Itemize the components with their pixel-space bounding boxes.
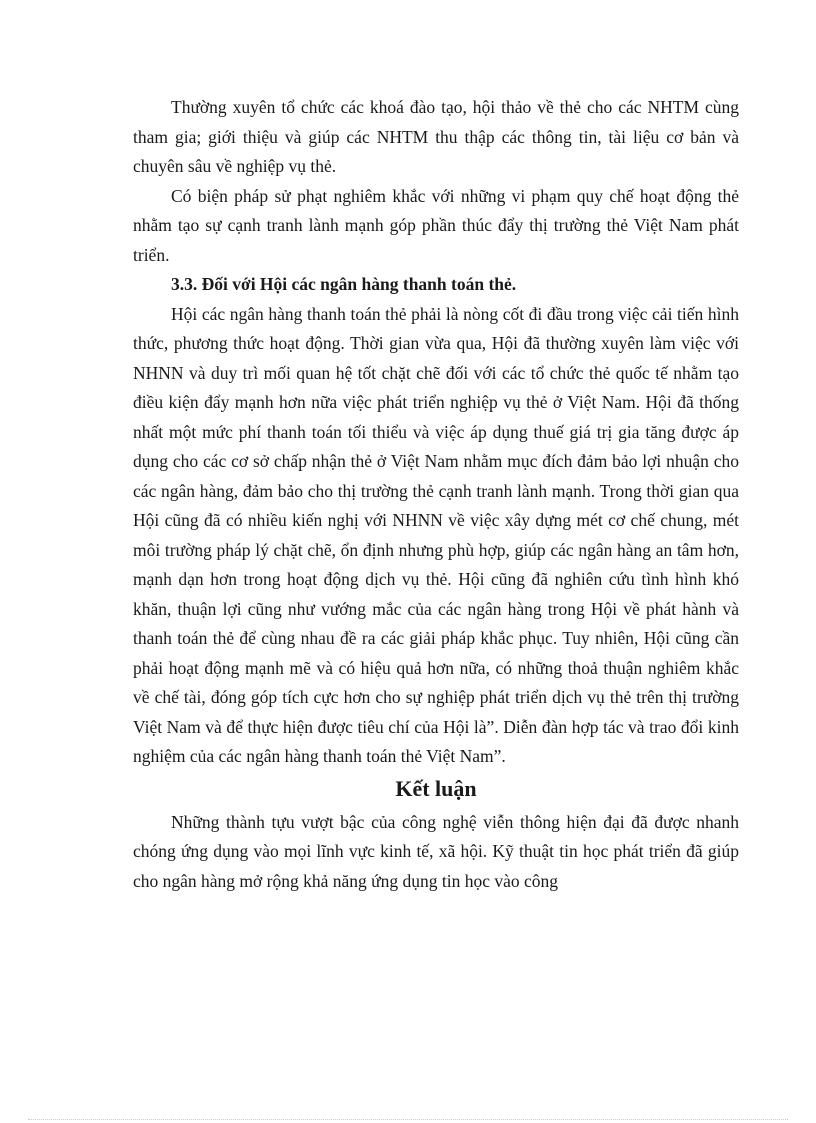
footer-divider: [28, 1119, 788, 1120]
subsection-heading: 3.3. Đối với Hội các ngân hàng thanh toán thẻ.: [171, 274, 517, 294]
paragraph-penalties: Có biện pháp sử phạt nghiêm khắc với những vi phạm quy chế hoạt động thẻ nhằm tạo sự cạnh tranh lành mạnh góp phần thúc đẩy thị trường thẻ Việt Nam phát triển.: [133, 185, 739, 265]
paragraph-training: Thường xuyên tổ chức các khoá đào tạo, hội thảo về thẻ cho các NHTM cùng tham gia; giới thiệu và giúp các NHTM thu thập các thông tin, tài liệu cơ bản và chuyên sâu về nghiệp vụ thẻ.: [133, 97, 739, 176]
document-page: [133, 93, 739, 896]
paragraph-bank-association: Hội các ngân hàng thanh toán thẻ phải là nòng cốt đi đầu trong việc cải tiến hình thức, phương thức hoạt động. Thời gian vừa qua, Hội đã thường xuyên làm việc với NHNN và duy trì mối quan hệ tốt chặt chẽ đối với các tổ chức thẻ quốc tế nhằm tạo điều kiện đẩy mạnh hơn nữa việc phát triển nghiệp vụ thẻ ở Việt Nam. Hội đã thống nhất một mức phí thanh toán tối thiểu và việc áp dụng thuế giá trị gia tăng được áp dụng cho các cơ sở chấp nhận thẻ ở Việt Nam nhằm mục đích đảm bảo lợi nhuận cho các ngân hàng, đảm bảo cho thị trường thẻ cạnh tranh lành mạnh. Trong thời gian qua Hội cũng đã có nhiều kiến nghị với NHNN về việc xây dựng mét cơ chế chung, mét môi trường pháp lý chặt chẽ, ổn định nhưng phù hợp, giúp các ngân hàng an tâm hơn, mạnh dạn hơn trong hoạt động dịch vụ thẻ. Hội cũng đã nghiên cứu tình hình khó khăn, thuận lợi cũng như vướng mắc của các ngân hàng trong Hội về phát hành và thanh toán thẻ để cùng nhau đề ra các giải pháp khắc phục. Tuy nhiên, Hội cũng cần phải hoạt động mạnh mẽ và có hiệu quả hơn nữa, có những thoả thuận nghiêm khắc về chế tài, đóng góp tích cực hơn cho sự nghiệp phát triển dịch vụ thẻ trên thị trường Việt Nam và để thực hiện được tiêu chí của Hội là”. Diễn đàn hợp tác và trao đổi kinh nghiệm của các ngân hàng thanh toán thẻ Việt Nam”.: [133, 303, 739, 766]
conclusion-title: Kết luận: [395, 775, 477, 801]
paragraph-conclusion: Những thành tựu vượt bậc của công nghệ viễn thông hiện đại đã được nhanh chóng ứng dụng vào mọi lĩnh vực kinh tế, xã hội. Kỹ thuật tin học phát triển đã giúp cho ngân hàng mở rộng khả năng ứng dụng tin học vào công: [133, 811, 739, 891]
